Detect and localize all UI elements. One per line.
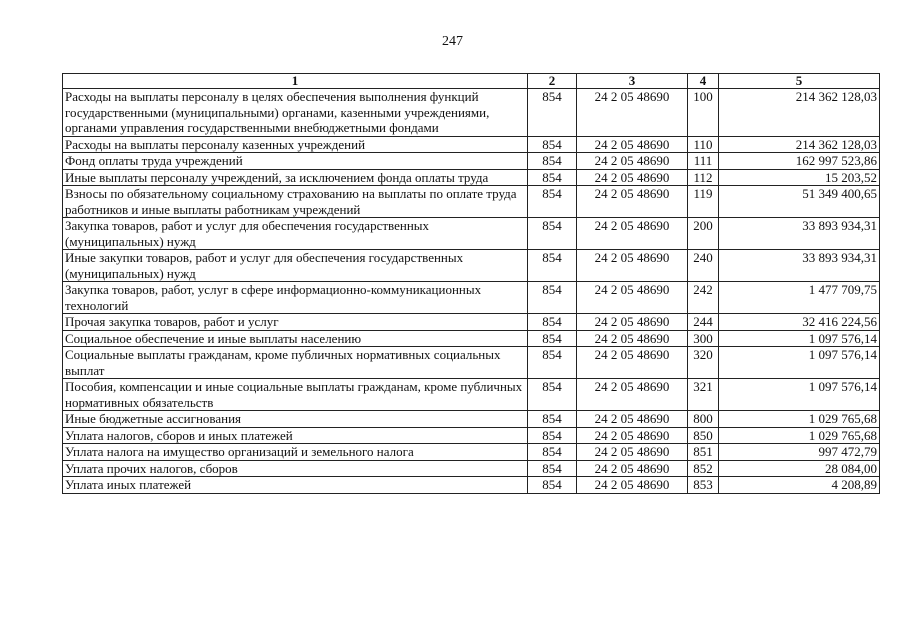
row-expense-type-cell: 800 [688,411,719,428]
row-chapter-cell: 854 [528,250,577,282]
page-number: 247 [442,34,463,49]
row-target-article-cell: 24 2 05 48690 [577,379,688,411]
row-target-article-cell: 24 2 05 48690 [577,460,688,477]
row-name-cell: Взносы по обязательному социальному страхованию на выплаты по оплате труда работников и иные выплаты работникам учреждений [63,186,528,218]
row-amount-cell: 1 029 765,68 [719,427,880,444]
row-target-article-cell: 24 2 05 48690 [577,444,688,461]
row-expense-type-cell: 111 [688,153,719,170]
column-header-1: 1 [63,74,528,89]
column-header-4: 4 [688,74,719,89]
table-row [63,169,880,186]
row-chapter-cell: 854 [528,444,577,461]
column-header-5: 5 [719,74,880,89]
row-amount-cell: 1 097 576,14 [719,347,880,379]
row-chapter-cell: 854 [528,282,577,314]
row-name-cell: Пособия, компенсации и иные социальные выплаты гражданам, кроме публичных нормативных обязательств [63,379,528,411]
table-row [63,218,880,250]
row-amount-cell: 51 349 400,65 [719,186,880,218]
row-expense-type-cell: 242 [688,282,719,314]
row-amount-cell: 997 472,79 [719,444,880,461]
row-amount-cell: 32 416 224,56 [719,314,880,331]
row-target-article-cell: 24 2 05 48690 [577,411,688,428]
row-name-cell: Расходы на выплаты персоналу казенных учреждений [63,136,528,153]
row-chapter-cell: 854 [528,153,577,170]
row-name-cell: Уплата прочих налогов, сборов [63,460,528,477]
column-header-2: 2 [528,74,577,89]
row-name-cell: Прочая закупка товаров, работ и услуг [63,314,528,331]
row-target-article-cell: 24 2 05 48690 [577,186,688,218]
row-name-cell: Социальное обеспечение и иные выплаты населению [63,330,528,347]
row-expense-type-cell: 112 [688,169,719,186]
row-name-cell: Иные закупки товаров, работ и услуг для обеспечения государственных (муниципальных) нужд [63,250,528,282]
row-chapter-cell: 854 [528,347,577,379]
row-chapter-cell: 854 [528,169,577,186]
row-expense-type-cell: 244 [688,314,719,331]
row-chapter-cell: 854 [528,330,577,347]
row-target-article-cell: 24 2 05 48690 [577,89,688,137]
row-name-cell: Уплата иных платежей [63,477,528,494]
row-target-article-cell: 24 2 05 48690 [577,330,688,347]
row-expense-type-cell: 852 [688,460,719,477]
row-expense-type-cell: 853 [688,477,719,494]
table-row [63,136,880,153]
table-header-row [63,74,880,89]
row-chapter-cell: 854 [528,460,577,477]
table-row [63,477,880,494]
row-chapter-cell: 854 [528,477,577,494]
row-target-article-cell: 24 2 05 48690 [577,427,688,444]
row-name-cell: Социальные выплаты гражданам, кроме публичных нормативных социальных выплат [63,347,528,379]
row-target-article-cell: 24 2 05 48690 [577,218,688,250]
row-amount-cell: 1 477 709,75 [719,282,880,314]
row-chapter-cell: 854 [528,136,577,153]
row-name-cell: Уплата налога на имущество организаций и земельного налога [63,444,528,461]
row-expense-type-cell: 100 [688,89,719,137]
row-expense-type-cell: 851 [688,444,719,461]
row-chapter-cell: 854 [528,411,577,428]
table-row [63,444,880,461]
row-target-article-cell: 24 2 05 48690 [577,169,688,186]
row-name-cell: Уплата налогов, сборов и иных платежей [63,427,528,444]
row-name-cell: Расходы на выплаты персоналу в целях обеспечения выполнения функций государственными (муниципальными) органами, казенными учреждениями, органами управления государственными внебюджетными фондами [63,89,528,137]
row-amount-cell: 162 997 523,86 [719,153,880,170]
row-expense-type-cell: 240 [688,250,719,282]
row-name-cell: Иные бюджетные ассигнования [63,411,528,428]
table-row [63,379,880,411]
row-expense-type-cell: 110 [688,136,719,153]
row-target-article-cell: 24 2 05 48690 [577,314,688,331]
row-expense-type-cell: 119 [688,186,719,218]
table-row [63,186,880,218]
row-chapter-cell: 854 [528,89,577,137]
row-chapter-cell: 854 [528,218,577,250]
column-header-3: 3 [577,74,688,89]
row-amount-cell: 28 084,00 [719,460,880,477]
table-row [63,347,880,379]
row-amount-cell: 33 893 934,31 [719,250,880,282]
row-chapter-cell: 854 [528,379,577,411]
table-row [63,314,880,331]
row-amount-cell: 4 208,89 [719,477,880,494]
row-target-article-cell: 24 2 05 48690 [577,250,688,282]
row-chapter-cell: 854 [528,314,577,331]
row-amount-cell: 15 203,52 [719,169,880,186]
row-amount-cell: 1 029 765,68 [719,411,880,428]
table-row [63,89,880,137]
row-name-cell: Иные выплаты персоналу учреждений, за исключением фонда оплаты труда [63,169,528,186]
table-row [63,460,880,477]
row-amount-cell: 214 362 128,03 [719,89,880,137]
row-target-article-cell: 24 2 05 48690 [577,136,688,153]
row-chapter-cell: 854 [528,427,577,444]
row-target-article-cell: 24 2 05 48690 [577,347,688,379]
table-row [63,282,880,314]
row-name-cell: Фонд оплаты труда учреждений [63,153,528,170]
row-expense-type-cell: 320 [688,347,719,379]
table-row [63,250,880,282]
row-target-article-cell: 24 2 05 48690 [577,153,688,170]
row-expense-type-cell: 200 [688,218,719,250]
budget-table [62,73,880,494]
row-name-cell: Закупка товаров, работ, услуг в сфере информационно-коммуникационных технологий [63,282,528,314]
row-target-article-cell: 24 2 05 48690 [577,282,688,314]
row-amount-cell: 214 362 128,03 [719,136,880,153]
row-amount-cell: 33 893 934,31 [719,218,880,250]
row-expense-type-cell: 850 [688,427,719,444]
table-row [63,153,880,170]
row-expense-type-cell: 300 [688,330,719,347]
table-row [63,411,880,428]
row-chapter-cell: 854 [528,186,577,218]
table-body [63,89,880,494]
row-expense-type-cell: 321 [688,379,719,411]
row-amount-cell: 1 097 576,14 [719,330,880,347]
table-row [63,330,880,347]
row-name-cell: Закупка товаров, работ и услуг для обеспечения государственных (муниципальных) нужд [63,218,528,250]
table-row [63,427,880,444]
row-target-article-cell: 24 2 05 48690 [577,477,688,494]
row-amount-cell: 1 097 576,14 [719,379,880,411]
